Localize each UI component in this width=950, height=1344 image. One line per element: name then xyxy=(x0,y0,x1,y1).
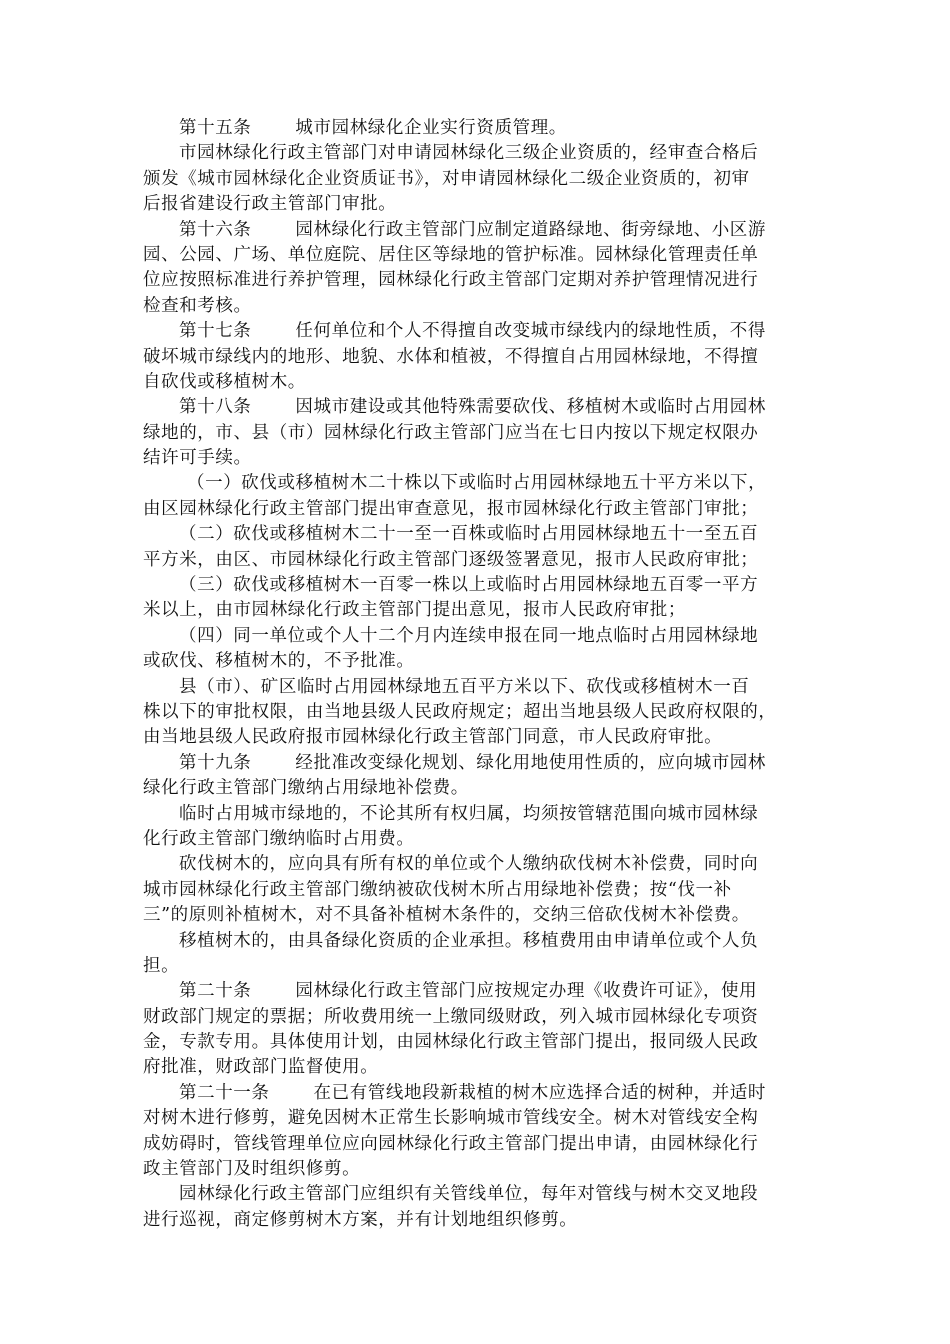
article-number: 第二十条 xyxy=(179,981,252,1002)
text-line: 府批准，财政部门监督使用。 xyxy=(143,1057,379,1078)
text-line: 临时占用城市绿地的，不论其所有权归属，均须按管辖范围向城市园林绿 xyxy=(179,803,759,824)
article-text: 城市园林绿化企业实行资质管理。 xyxy=(295,118,567,138)
text-line: 自砍伐或移植树木。 xyxy=(143,371,306,392)
text-line: 由区园林绿化行政主管部门提出审查意见，报市园林绿化行政主管部门审批； xyxy=(143,498,759,519)
text-line: 政主管部门及时组织修剪。 xyxy=(143,1159,361,1180)
article-number: 第十九条 xyxy=(179,752,252,773)
article-text: 经批准改变绿化规划、绿化用地使用性质的，应向城市园林 xyxy=(295,752,767,773)
article-17-heading xyxy=(143,319,803,344)
article-text: 园林绿化行政主管部门应按规定办理《收费许可证》，使用 xyxy=(295,981,758,1002)
text-line: 园、公园、广场、单位庭院、居住区等绿地的管护标准。园林绿化管理责任单 xyxy=(143,244,759,265)
text-line: 成妨碍时，管线管理单位应向园林绿化行政主管部门提出申请，由园林绿化行 xyxy=(143,1133,759,1154)
article-text: 任何单位和个人不得擅自改变城市绿线内的绿地性质，不得 xyxy=(295,321,767,342)
item-2: （二）砍伐或移植树木二十一至一百株或临时占用园林绿地五十一至五百 xyxy=(179,524,759,545)
text-line: 化行政主管部门缴纳临时占用费。 xyxy=(143,828,415,849)
text-line: 绿地的，市、县（市）园林绿化行政主管部门应当在七日内按以下规定权限办 xyxy=(143,422,759,443)
article-number: 第十八条 xyxy=(179,397,252,418)
item-4: （四）同一单位或个人十二个月内连续申报在同一地点临时占用园林绿地 xyxy=(179,625,759,646)
article-number: 第十七条 xyxy=(179,321,252,342)
text-line: 后报省建设行政主管部门审批。 xyxy=(143,194,397,215)
article-number: 第二十一条 xyxy=(179,1082,270,1103)
text-line: 三”的原则补植树木，对不具备补植树木条件的，交纳三倍砍伐树木补偿费。 xyxy=(143,905,750,926)
article-16-heading xyxy=(143,218,803,243)
article-20-heading xyxy=(143,979,803,1004)
text-line: 园林绿化行政主管部门应组织有关管线单位，每年对管线与树木交叉地段 xyxy=(179,1184,759,1205)
article-text: 因城市建设或其他特殊需要砍伐、移植树木或临时占用园林 xyxy=(295,397,767,418)
text-line: 由当地县级人民政府报市园林绿化行政主管部门同意，市人民政府审批。 xyxy=(143,727,723,748)
text-line: 位应按照标准进行养护管理，园林绿化行政主管部门定期对养护管理情况进行 xyxy=(143,270,759,291)
text-line: 县（市）、矿区临时占用园林绿地五百平方米以下、砍伐或移植树木一百 xyxy=(179,676,750,697)
text-line: 或砍伐、移植树木的，不予批准。 xyxy=(143,651,415,672)
article-text: 在已有管线地段新栽植的树木应选择合适的树种，并适时 xyxy=(313,1082,766,1103)
article-text: 园林绿化行政主管部门应制定道路绿地、街旁绿地、小区游 xyxy=(295,219,767,240)
text-line: 砍伐树木的，应向具有所有权的单位或个人缴纳砍伐树木补偿费，同时向 xyxy=(179,854,759,875)
article-21-heading xyxy=(143,1081,803,1106)
text-line: 市园林绿化行政主管部门对申请园林绿化三级企业资质的，经审查合格后 xyxy=(179,143,759,164)
article-19-heading xyxy=(143,751,803,776)
article-number: 第十五条 xyxy=(179,118,252,138)
item-3: （三）砍伐或移植树木一百零一株以上或临时占用园林绿地五百零一平方 xyxy=(179,575,759,596)
article-15-heading xyxy=(143,116,803,141)
document-page xyxy=(143,116,803,1233)
text-line: 破坏城市绿线内的地形、地貌、水体和植被，不得擅自占用园林绿地，不得擅 xyxy=(143,346,759,367)
text-line: 进行巡视，商定修剪树木方案，并有计划地组织修剪。 xyxy=(143,1209,578,1230)
text-line: 绿化行政主管部门缴纳占用绿地补偿费。 xyxy=(143,778,469,799)
text-line: 颁发《城市园林绿化企业资质证书》，对申请园林绿化二级企业资质的，初审 xyxy=(143,168,750,189)
text-line: 移植树木的，由具备绿化资质的企业承担。移植费用由申请单位或个人负 xyxy=(179,930,759,951)
text-line: 株以下的审批权限，由当地县级人民政府规定；超出当地县级人民政府权限的， xyxy=(143,701,777,722)
text-line: 结许可手续。 xyxy=(143,448,252,469)
text-line: 金，专款专用。具体使用计划，由园林绿化行政主管部门提出，报同级人民政 xyxy=(143,1032,759,1053)
text-line: 担。 xyxy=(143,955,180,976)
text-line: 米以上，由市园林绿化行政主管部门提出意见，报市人民政府审批； xyxy=(143,600,686,621)
text-line: 检查和考核。 xyxy=(143,295,252,316)
article-number: 第十六条 xyxy=(179,219,252,240)
article-18-heading xyxy=(143,395,803,420)
item-1: （一）砍伐或移植树木二十株以下或临时占用园林绿地五十平方米以下， xyxy=(187,473,767,494)
text-line: 财政部门规定的票据；所收费用统一上缴同级财政，列入城市园林绿化专项资 xyxy=(143,1006,759,1027)
text-line: 城市园林绿化行政主管部门缴纳被砍伐树木所占用绿地补偿费；按“伐一补 xyxy=(143,879,732,900)
text-line: 对树木进行修剪，避免因树木正常生长影响城市管线安全。树木对管线安全构 xyxy=(143,1108,759,1129)
text-line: 平方米，由区、市园林绿化行政主管部门逐级签署意见，报市人民政府审批； xyxy=(143,549,759,570)
